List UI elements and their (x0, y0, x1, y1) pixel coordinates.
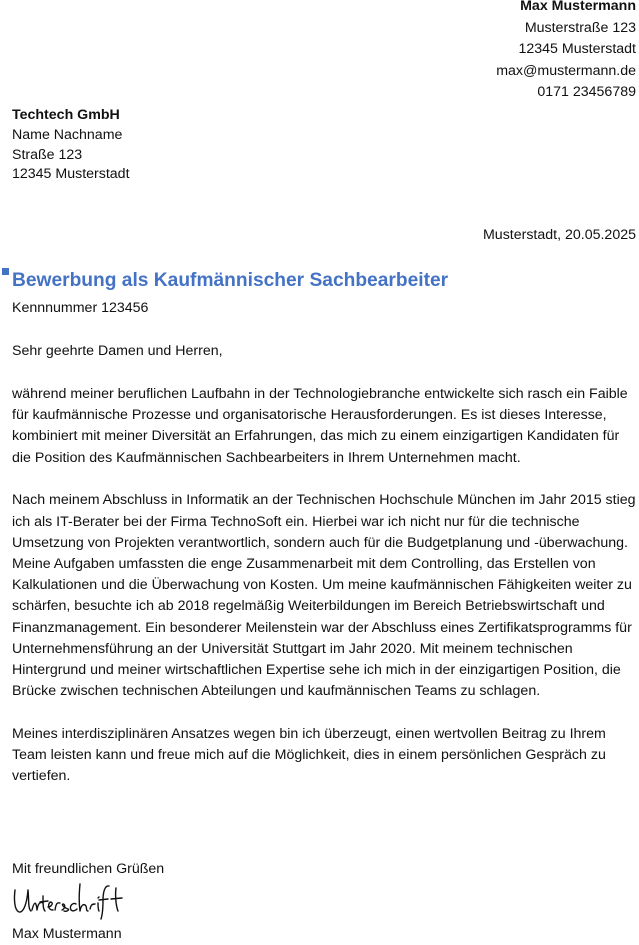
body-paragraph-3: Meines interdisziplinären Ansatzes wegen bin ich überzeugt, einen wertvollen Beitrag zu Ihrem Team leisten kann und freue mich auf die Möglichkeit, dies in einem persönlichen Gespräch zu vertiefen. (12, 725, 606, 785)
letter-body (12, 341, 636, 809)
sender-email: max@mustermann.de (496, 62, 636, 79)
closing-phrase: Mit freundlichen Grüßen (12, 861, 165, 877)
recipient-address-block (12, 106, 130, 185)
recipient-company: Techtech GmbH (12, 107, 120, 123)
subject-marker (2, 268, 9, 275)
letter-subject: Bewerbung als Kaufmännischer Sachbearbeiter (12, 270, 449, 291)
body-paragraph-1: während meiner beruflichen Laufbahn in der Technologiebranche entwickelte sich rasch ein Faible für kaufmännische Prozesse und organisatorische Herausforderungen. Es ist dieses Interesse, kombiniert mit meiner Diversität an Erfahrungen, das mich zu einem einzigartigen Kandidaten für die Position des Kaufmännischen Sachbearbeiters in Ihrem Unternehmen macht. (12, 386, 628, 466)
handwritten-signature (10, 876, 134, 920)
recipient-contact: Name Nachname (12, 126, 123, 143)
salutation: Sehr geehrte Damen und Herren, (12, 343, 223, 359)
sender-address-block (496, 0, 636, 104)
sender-name: Max Mustermann (520, 0, 636, 14)
recipient-city: 12345 Musterstadt (12, 166, 130, 183)
reference-number: Kennnummer 123456 (12, 300, 149, 316)
recipient-street: Straße 123 (12, 146, 83, 163)
sender-phone: 0171 23456789 (537, 84, 636, 101)
sender-street: Musterstraße 123 (524, 19, 636, 36)
letter-date: Musterstadt, 20.05.2025 (482, 227, 636, 243)
sender-city: 12345 Musterstadt (518, 41, 636, 58)
signer-name: Max Mustermann (12, 926, 122, 942)
body-paragraph-2: Nach meinem Abschluss in Informatik an der Technischen Hochschule München im Jahr 2015 stieg ich als IT-Berater bei der Firma TechnoSoft ein. Hierbei war ich nicht nur für die technische Umsetzung von Projekten verantwortlich, sondern auch für die Budgetplanung und -überwachung. Meine Aufgaben umfassten die enge Zusammenarbeit mit dem Controlling, das Erstellen von Kalkulationen und die Überwachung von Kosten. Um meine kaufmännischen Fähigkeiten weiter zu schärfen, besuchte ich ab 2018 regelmäßig Weiterbildungen im Bereich Betriebswirtschaft und Finanzmanagement. Ein besonderer Meilenstein war der Abschluss eines Zertifikatsprogramms für Unternehmensführung an der Universität Stuttgart im Jahr 2020. Mit meinem technischen Hintergrund und meiner wirtschaftlichen Expertise sehe ich mich in der einzigartigen Position, die Brücke zwischen technischen Abteilungen und kaufmännischen Teams zu schlagen. (12, 492, 636, 700)
